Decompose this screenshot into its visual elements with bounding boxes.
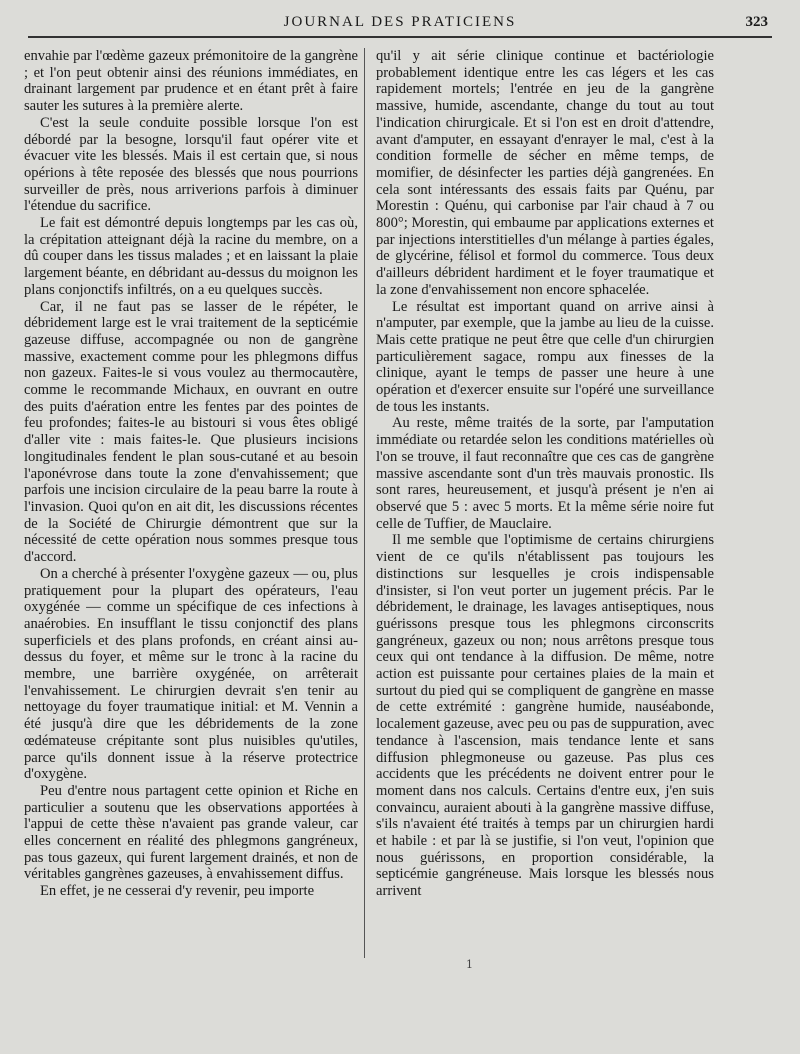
paragraph: On a cherché à présenter l'oxygène gazeux — ou, plus pratiquement pour la plupart des opérateurs, l'eau oxygénée — comme un spécifique de ces infections à anaérobies. En insufflant le tissu conjonctif des plans superficiels et des plans profonds, en créant ainsi au-dessus du foyer, et même sur le tronc à la racine du membre, une barrière oxygénée, on arrêterait l'envahissement. Le chirurgien devrait s'en tenir au nettoyage du foyer traumatique initial: et M. Vennin a été jusqu'à dire que les débridements de la zone œdémateuse crépitante sont plus nuisibles qu'utiles, parce qu'ils donnent issue à la réserve protectrice d'oxygène. bbox=[24, 565, 358, 783]
paragraph: Au reste, même traités de la sorte, par l'amputation immédiate ou retardée selon les conditions matérielles où l'on se trouve, il faut reconnaître que ces cas de gangrène massive ascendante sont d'un très mauvais pronostic. Ils sont rares, heureusement, et jusqu'à présent je n'en ai observé que 5 : avec 5 morts. Et la même série noire fut celle de Tuffier, de Mauclaire. bbox=[376, 415, 714, 532]
journal-title: JOURNAL DES PRATICIENS bbox=[283, 14, 517, 30]
paragraph: Le résultat est important quand on arrive ainsi à n'amputer, par exemple, que la jambe au lieu de la cuisse. Mais cette pratique ne peut être que celle d'un chirurgien particulièrement sagace, rompu aux finesses de la clinique, ayant le temps de passer une heure à une opération et d'exercer ensuite sur l'opéré une surveillance de tous les instants. bbox=[376, 298, 714, 415]
left-column bbox=[24, 48, 358, 900]
paragraph: Peu d'entre nous partagent cette opinion et Riche en particulier a soutenu que les observations apportées à l'appui de cette thèse n'avaient pas grande valeur, car elles concernent en réalité des phlegmons gangréneux, pas tous gazeux, qui furent largement drainés, et non de véritables gangrènes gazeuses, à envahissement diffus. bbox=[24, 782, 358, 883]
right-column bbox=[376, 48, 714, 900]
page-number: 323 bbox=[745, 14, 768, 30]
paragraph: Car, il ne faut pas se lasser de le répéter, le débridement large est le vrai traitement de la septicémie gazeuse diffuse, accompagnée ou non de gangrène massive, exactement comme pour les phlegmons diffus non gazeux. Faites-le si vous voulez au thermocautère, comme le recommande Michaux, en ouvrant en outre des puits d'aération entre les fentes par des pointes de feu profondes; faites-le au bistouri si vous êtes obligé d'aller vite : mais faites-le. Que plusieurs incisions longitudinales fendent le plan sous-cutané et au besoin l'aponévrose dans toute la zone d'envahissement; que parfois une incision circulaire de la peau barre la route à l'invasion. Quoi qu'on en ait dit, les discussions récentes de la Société de Chirurgie démontrent que sur la nécessité de cette opération nous sommes presque tous d'accord. bbox=[24, 298, 358, 566]
header-rule bbox=[28, 36, 772, 38]
footer-mark: 1 bbox=[466, 958, 473, 971]
paragraph: qu'il y ait série clinique continue et bactériologie probablement identique entre les cas légers et les cas rapidement mortels; l'entrée en jeu de la gangrène massive, humide, ascendante, change du tout au tout l'indication chirurgicale. Et si l'on est en droit d'attendre, avant d'amputer, en essayant d'enrayer le mal, c'est à la condition formelle de sécher en même temps, de momifier, de désinfecter les parties déjà gangrenées. En cela sont intéressants des essais faits par Quénu, par Morestin : Quénu, qui carbonise par l'air chaud à 7 ou 800°; Morestin, qui embaume par applications externes et par injections interstitielles d'un mélange à parties égales, de glycérine, félisol et formol du commerce. Tous deux d'ailleurs débrident hardiment et le foyer traumatique et la zone d'envahissement non encore sphacelée. bbox=[376, 48, 714, 298]
column-divider bbox=[364, 48, 365, 958]
paragraph: Il me semble que l'optimisme de certains chirurgiens vient de ce qu'ils n'établissent pas toujours les distinctions sur lesquelles je crois indispensable d'insister, si l'on veut porter un jugement précis. Par le débridement, le drainage, les lavages antiseptiques, nous guérissons presque tous les phlegmons circonscrits gangréneux, gazeux ou non; nous arrêtons presque tous ceux qui ont tendance à la diffusion. De même, notre action est puissante pour certaines plaies de la main et surtout du pied qui se compliquent de gangrène en masse de cette extrémité : gangrène humide, nauséabonde, localement gazeuse, avec peu ou pas de suppuration, avec tendance à l'ascension, mais tendance lente et sans diffusion phlegmoneuse ou gazeuse. Pas plus ces accidents que les précédents ne doivent entrer pour le moment dans nos calculs. Certains d'entre eux, j'en suis convaincu, auraient abouti à la gangrène massive diffuse, s'ils n'avaient été traités à temps par un chirurgien hardi et habile : et par là se justifie, si l'on veut, l'opinion que nous guérissons, en proportion considérable, la septicémie gangréneuse. Mais lorsque les blessés nous arrivent bbox=[376, 532, 714, 900]
paragraph: Le fait est démontré depuis longtemps par les cas où, la crépitation atteignant déjà la racine du membre, on a dû couper dans les tissus malades ; et en laissant la plaie largement béante, en débridant au-dessus du moignon les plans conjonctifs infiltrés, on a eu quelques succès. bbox=[24, 215, 358, 298]
paragraph: En effet, je ne cesserai d'y revenir, peu importe bbox=[40, 883, 315, 900]
paragraph: C'est la seule conduite possible lorsque l'on est débordé par la besogne, lorsqu'il faut opérer vite et évacuer vite les blessés. Mais il est certain que, si nous opérions à tête reposée des blessés que nous pourrions surveiller de près, nous arriverions parfois à diminuer l'étendue du sacrifice. bbox=[24, 114, 358, 215]
paragraph: envahie par l'œdème gazeux prémonitoire de la gangrène ; et l'on peut obtenir ainsi des réunions immédiates, en drainant largement par prudence et en étant prêt à faire sauter les sutures à la première alerte. bbox=[24, 48, 358, 115]
